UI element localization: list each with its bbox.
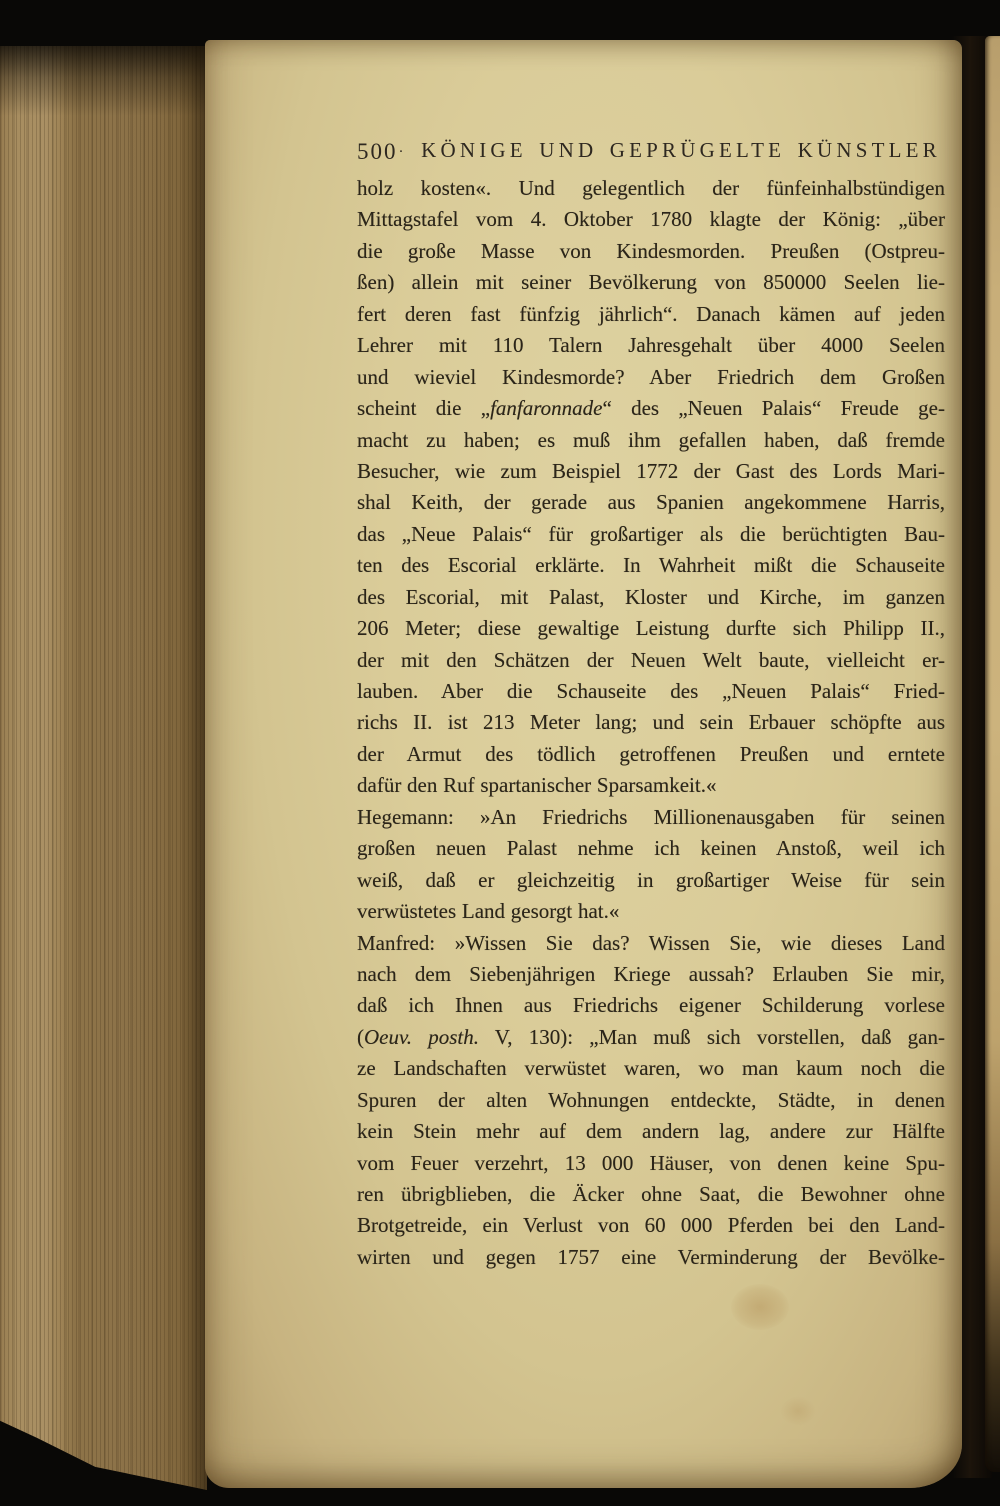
text-line: Manfred: »Wissen Sie das? Wissen Sie, wie dieses Land [357, 930, 945, 955]
text-line: weiß, daß er gleichzeitig in großartiger Weise für sein [357, 867, 945, 892]
text-line: Spuren der alten Wohnungen entdeckte, Städte, in denen [357, 1087, 945, 1112]
running-title: KÖNIGE UND GEPRÜGELTE KÜNSTLER [421, 138, 941, 162]
text-line: die große Masse von Kindesmorden. Preußen (Ostpreu- [357, 238, 945, 263]
text-line: ten des Escorial erklärte. In Wahrheit mißt die Schauseite [357, 553, 945, 578]
text-line: scheint die „fanfaronnade“ des „Neuen Palais“ Freude ge- [357, 396, 945, 421]
paper-stain [731, 1284, 789, 1330]
text-line: und wieviel Kindesmorde? Aber Friedrich dem Großen [357, 364, 945, 389]
page-number: 500· [357, 139, 406, 164]
text-line: ßen) allein mit seiner Bevölkerung von 850000 Seelen lie- [357, 270, 945, 295]
adjacent-page-strip [985, 36, 1000, 1472]
text-line: lauben. Aber die Schauseite des „Neuen Palais“ Fried- [357, 679, 945, 703]
text-line: richs II. ist 213 Meter lang; und sein Erbauer schöpfte aus [357, 710, 945, 735]
text-line: großen neuen Palast nehme ich keinen Anstoß, weil ich [357, 836, 945, 861]
page [205, 40, 962, 1488]
text-line: vom Feuer verzehrt, 13 000 Häuser, von denen keine Spu- [357, 1150, 945, 1175]
page-header [357, 138, 945, 166]
text-line: Lehrer mit 110 Talern Jahresgehalt über 4000 Seelen [357, 333, 945, 358]
text-line: Brotgetreide, ein Verlust von 60 000 Pferden bei den Land- [357, 1213, 945, 1238]
text-line: des Escorial, mit Palast, Kloster und Kirche, im ganzen [357, 584, 945, 609]
text-line: (Oeuv. posth. V, 130): „Man muß sich vorstellen, daß gan- [357, 1024, 945, 1049]
text-line: nach dem Siebenjährigen Kriege aussah? Erlauben Sie mir, [357, 961, 945, 986]
text-line: Besucher, wie zum Beispiel 1772 der Gast des Lords Mari- [357, 458, 945, 483]
text-line: 206 Meter; diese gewaltige Leistung durfte sich Philipp II., [357, 616, 945, 641]
text-line: fert deren fast fünfzig jährlich“. Danach kämen auf jeden [357, 301, 945, 326]
text-line: der mit den Schätzen der Neuen Welt baute, vielleicht er- [357, 647, 945, 672]
text-line: daß ich Ihnen aus Friedrichs eigener Schilderung vorlese [357, 993, 945, 1018]
text-line: holz kosten«. Und gelegentlich der fünfeinhalbstündigen [357, 176, 945, 200]
text-line: macht zu haben; es muß ihm gefallen haben, daß fremde [357, 427, 945, 452]
text-line: Mittagstafel vom 4. Oktober 1780 klagte der König: „über [357, 207, 945, 232]
text-line: ze Landschaften verwüstet waren, wo man kaum noch die [357, 1056, 945, 1081]
text-line: verwüstetes Land gesorgt hat.« [357, 899, 620, 924]
text-line: der Armut des tödlich getroffenen Preußen und erntete [357, 741, 945, 766]
text-line: Hegemann: »An Friedrichs Millionenausgaben für seinen [357, 804, 945, 829]
body-text [357, 173, 945, 1273]
text-line: wirten und gegen 1757 eine Verminderung der Bevölke- [357, 1244, 945, 1269]
paper-stain [780, 1396, 816, 1426]
text-line: kein Stein mehr auf dem andern lag, andere zur Hälfte [357, 1119, 945, 1144]
text-line: das „Neue Palais“ für großartiger als die berüchtigten Bau- [357, 521, 945, 546]
text-line: ren übrigblieben, die Äcker ohne Saat, die Bewohner ohne [357, 1182, 945, 1206]
text-line: shal Keith, der gerade aus Spanien angekommene Harris, [357, 490, 945, 515]
page-number-dot: · [398, 144, 406, 160]
book-fore-edge [0, 46, 207, 1490]
text-line: dafür den Ruf spartanischer Sparsamkeit.« [357, 773, 717, 798]
